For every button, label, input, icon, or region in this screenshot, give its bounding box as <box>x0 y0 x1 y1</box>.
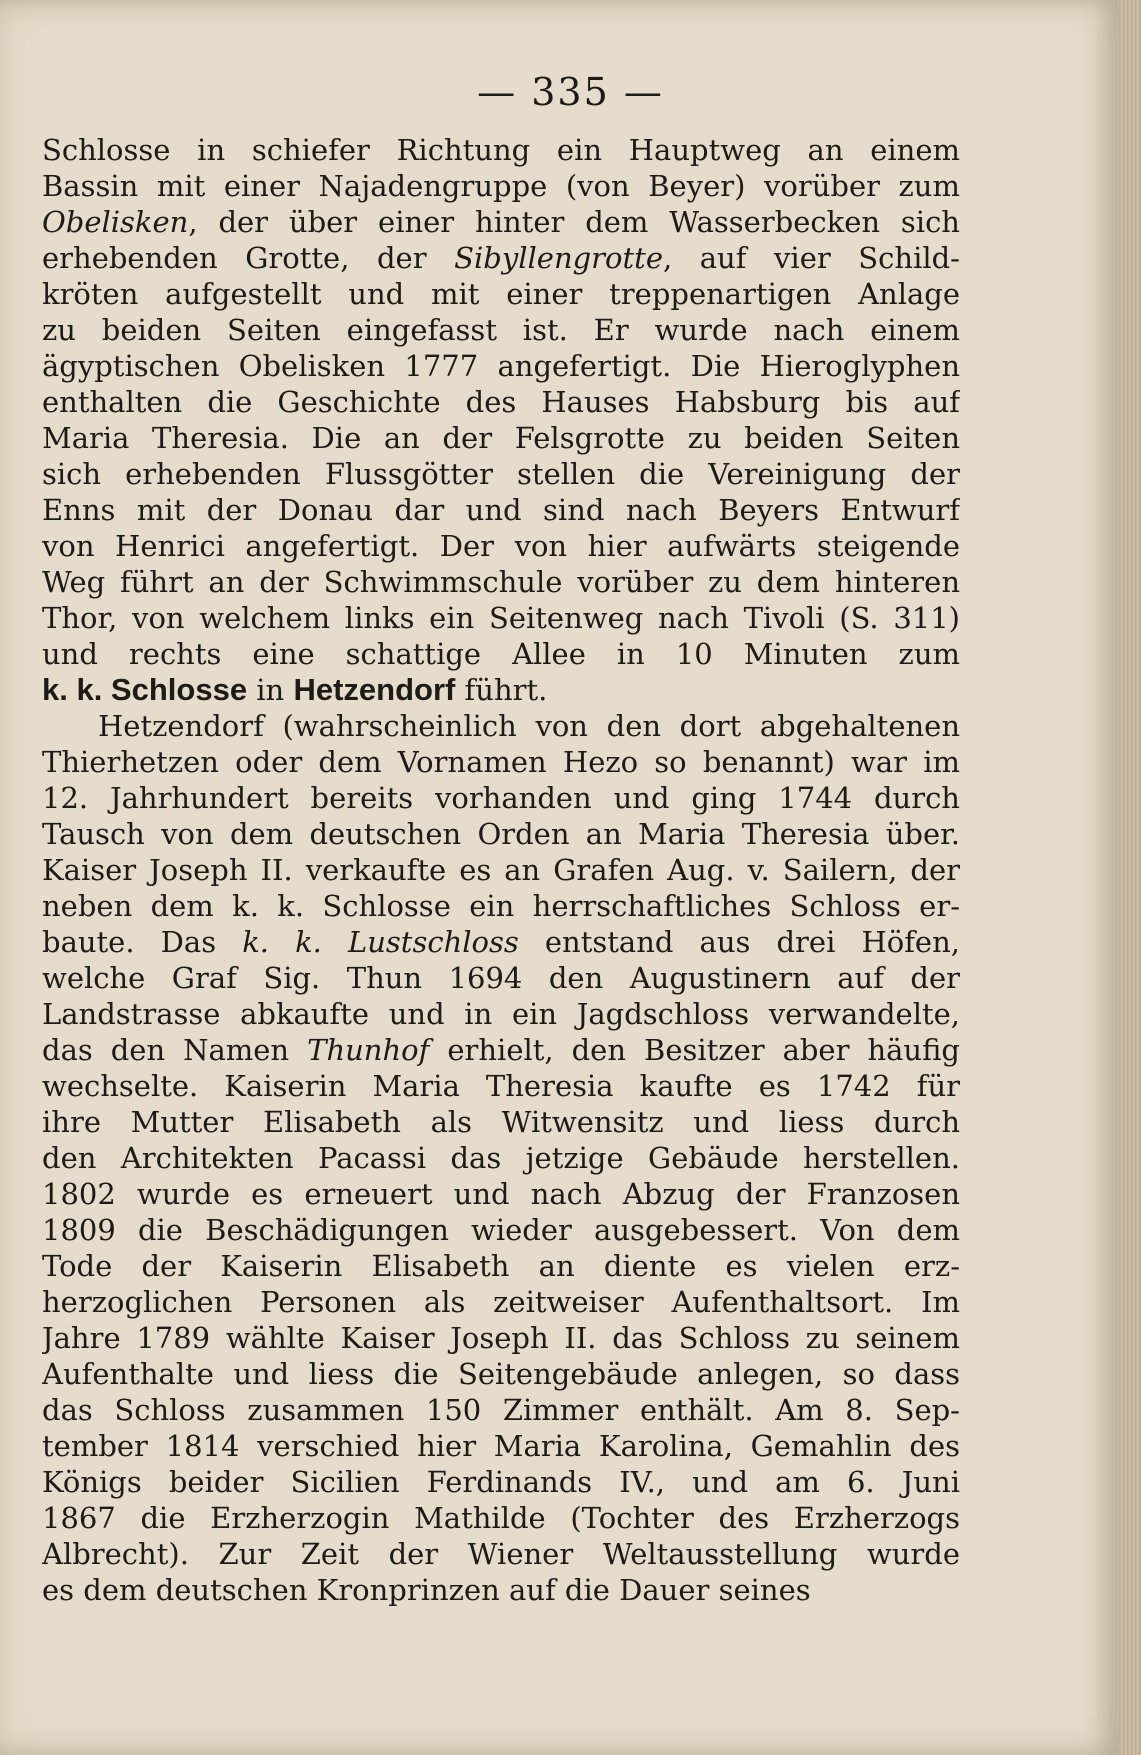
text-line: das Schloss zusammen 150 Zimmer enthält. Am 8. Sep- <box>42 1393 960 1427</box>
text-line: Weg führt an der Schwimmschule vorüber zu dem hinteren <box>42 565 960 599</box>
text-line: neben dem k. k. Schlosse ein herrschaftliches Schloss er- <box>42 889 960 923</box>
text-line: Kaiser Joseph II. verkaufte es an Grafen Aug. v. Sailern, der <box>42 853 960 887</box>
italic-term: Obelisken <box>42 205 189 239</box>
text-line: von Henrici angefertigt. Der von hier aufwärts steigende <box>42 529 960 563</box>
text-line: Tausch von dem deutschen Orden an Maria Theresia über. <box>42 817 960 851</box>
text-line <box>42 672 960 708</box>
text-line: sich erhebenden Flussgötter stellen die Vereinigung der <box>42 457 960 491</box>
text-line: wechselte. Kaiserin Maria Theresia kaufte es 1742 für <box>42 1069 960 1103</box>
text-line <box>42 240 960 276</box>
text-span: erhebenden Grotte, der <box>42 241 455 275</box>
text-line: Bassin mit einer Najadengruppe (von Beyer) vorüber zum <box>42 169 960 203</box>
body-text <box>42 132 960 1608</box>
text-line: Tode der Kaiserin Elisabeth an diente es vielen erz- <box>42 1249 960 1283</box>
text-line: Enns mit der Donau dar und sind nach Beyers Entwurf <box>42 493 960 527</box>
text-line: tember 1814 verschied hier Maria Karolina, Gemahlin des <box>42 1429 960 1463</box>
text-span: in <box>247 673 294 707</box>
text-line: und rechts eine schattige Allee in 10 Minuten zum <box>42 637 960 671</box>
italic-term: Thunhof <box>307 1033 430 1067</box>
text-line: Landstrasse abkaufte und in ein Jagdschloss verwandelte, <box>42 997 960 1031</box>
text-line: zu beiden Seiten eingefasst ist. Er wurde nach einem <box>42 313 960 347</box>
text-line: 1867 die Erzherzogin Mathilde (Tochter des Erzherzogs <box>42 1501 960 1535</box>
text-line: ihre Mutter Elisabeth als Witwensitz und liess durch <box>42 1105 960 1139</box>
text-line: enthalten die Geschichte des Hauses Habsburg bis auf <box>42 385 960 419</box>
italic-term: k. k. Lustschloss <box>242 925 519 959</box>
text-line: kröten aufgestellt und mit einer treppenartigen Anlage <box>42 277 960 311</box>
italic-term: Sibyllengrotte <box>454 241 663 275</box>
text-span: , auf vier Schild- <box>662 241 960 275</box>
text-span: erhielt, den Besitzer aber häufig <box>429 1033 960 1067</box>
text-line <box>42 204 960 240</box>
text-line: Hetzendorf (wahrscheinlich von den dort abgehaltenen <box>98 709 960 743</box>
text-line: Aufenthalte und liess die Seitengebäude anlegen, so dass <box>42 1357 960 1391</box>
text-line: 12. Jahrhundert bereits vorhanden und ging 1744 durch <box>42 781 960 815</box>
text-line: Königs beider Sicilien Ferdinands IV., und am 6. Juni <box>42 1465 960 1499</box>
text-line: Thierhetzen oder dem Vornamen Hezo so benannt) war im <box>42 745 960 779</box>
bold-term: Hetzendorf <box>293 672 456 707</box>
text-line: ägyptischen Obelisken 1777 angefertigt. Die Hieroglyphen <box>42 349 960 383</box>
text-line: welche Graf Sig. Thun 1694 den Augustinern auf der <box>42 961 960 995</box>
text-span: führt. <box>455 673 548 707</box>
page-number: — 335 — <box>477 70 664 114</box>
text-line: Schlosse in schiefer Richtung ein Hauptweg an einem <box>42 133 960 167</box>
text-line: Jahre 1789 wählte Kaiser Joseph II. das Schloss zu seinem <box>42 1321 960 1355</box>
text-line: herzoglichen Personen als zeitweiser Aufenthaltsort. Im <box>42 1285 960 1319</box>
text-line <box>42 924 960 960</box>
text-line: 1809 die Beschädigungen wieder ausgebessert. Von dem <box>42 1213 960 1247</box>
text-span: das den Namen <box>42 1033 308 1067</box>
text-line: den Architekten Pacassi das jetzige Gebäude herstellen. <box>42 1141 960 1175</box>
bold-term: k. k. Schlosse <box>42 672 248 707</box>
text-line: es dem deutschen Kronprinzen auf die Dauer seines <box>42 1573 811 1607</box>
text-span: baute. Das <box>42 925 243 959</box>
text-line: 1802 wurde es erneuert und nach Abzug der Franzosen <box>42 1177 960 1211</box>
text-line: Albrecht). Zur Zeit der Wiener Weltausstellung wurde <box>42 1537 960 1571</box>
text-span: entstand aus drei Höfen, <box>518 925 960 959</box>
text-line: Thor, von welchem links ein Seitenweg nach Tivoli (S. 311) <box>42 601 960 635</box>
text-span: , der über einer hinter dem Wasserbecken sich <box>188 205 960 239</box>
page-edge <box>1118 0 1141 1755</box>
text-line: Maria Theresia. Die an der Felsgrotte zu beiden Seiten <box>42 421 960 455</box>
text-line <box>42 1032 960 1068</box>
